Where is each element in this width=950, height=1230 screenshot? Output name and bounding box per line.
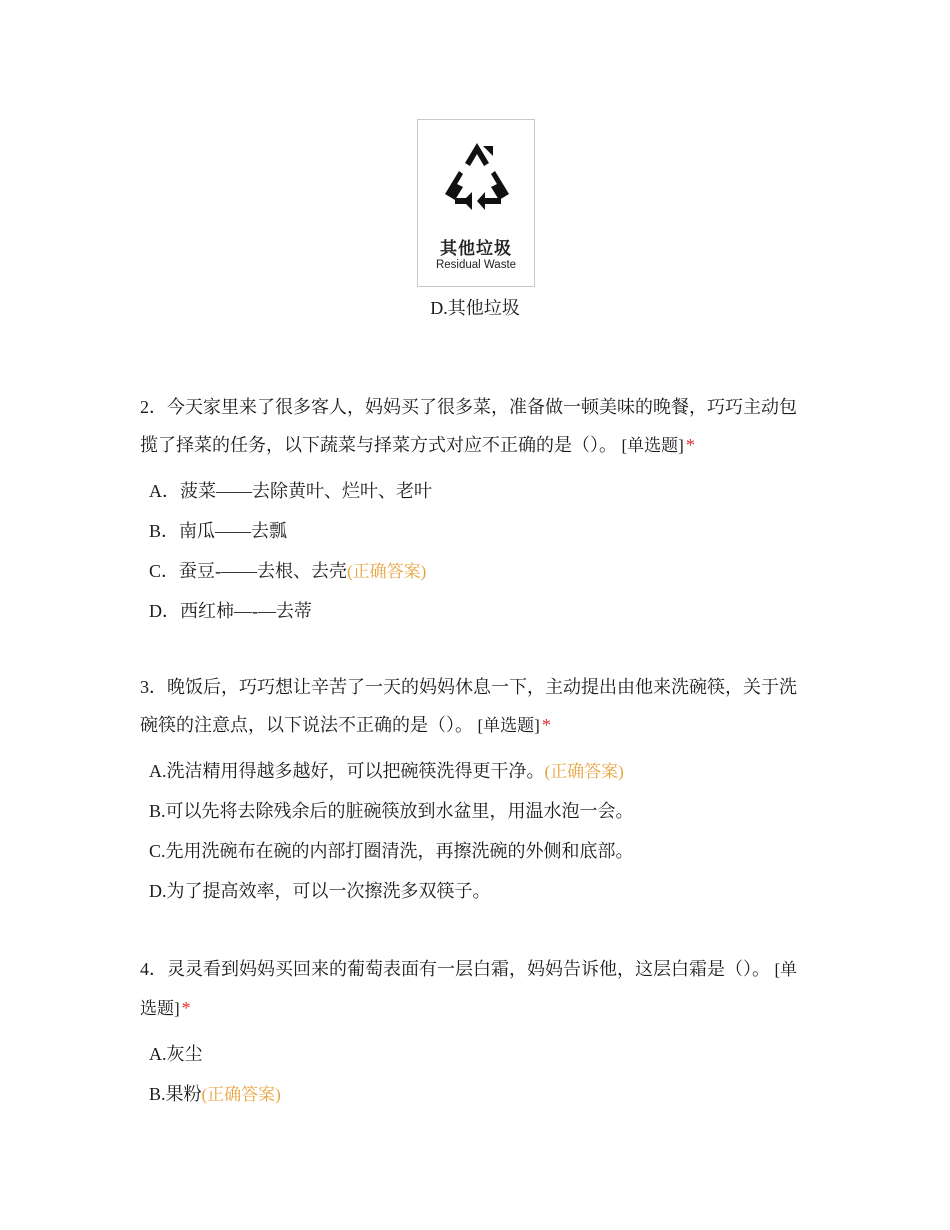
question-3 <box>140 668 810 911</box>
option-item[interactable] <box>149 751 810 791</box>
option-text: C．蚕豆-——去根、去壳 <box>149 561 347 581</box>
question-text: 今天家里来了很多客人，妈妈买了很多菜，准备做一顿美味的晚餐，巧巧主动包揽了择菜的任务，以下蔬菜与择菜方式对应不正确的是（）。 <box>140 397 797 455</box>
option-item[interactable] <box>149 591 810 631</box>
correct-answer-label: (正确答案) <box>544 762 624 781</box>
option-text: A.灰尘 <box>149 1044 203 1064</box>
option-text: A.洗洁精用得越多越好，可以把碗筷洗得更干净。 <box>149 761 545 781</box>
question-text: 晚饭后，巧巧想让辛苦了一天的妈妈休息一下，主动提出由他来洗碗筷，关于洗碗筷的注意点，以下说法不正确的是（）。 <box>140 677 797 735</box>
question-4 <box>140 950 810 1114</box>
option-item[interactable] <box>149 791 810 831</box>
question-stem <box>140 388 810 465</box>
residual-waste-sign <box>417 119 535 287</box>
required-mark: * <box>541 715 551 735</box>
option-list <box>140 1034 810 1114</box>
sign-title-en: Residual Waste <box>435 259 517 271</box>
option-text: B．南瓜——去瓢 <box>149 521 288 541</box>
option-text: B.可以先将去除残余后的脏碗筷放到水盆里，用温水泡一会。 <box>149 801 634 821</box>
option-item[interactable] <box>149 511 810 551</box>
option-text: D．西红柿—-—去蒂 <box>149 601 312 621</box>
option-text: A．菠菜——去除黄叶、烂叶、老叶 <box>149 481 432 501</box>
question-stem <box>140 950 810 1028</box>
option-item[interactable] <box>149 1034 810 1074</box>
required-mark: * <box>685 435 695 455</box>
question-number: 3． <box>140 677 167 697</box>
option-item[interactable] <box>149 871 810 911</box>
option-caption: D.其他垃圾 <box>430 298 520 318</box>
option-list <box>140 751 810 911</box>
option-text: B.果粉 <box>149 1084 202 1104</box>
question-number: 4． <box>140 959 167 979</box>
option-text: D.为了提高效率，可以一次擦洗多双筷子。 <box>149 881 491 901</box>
question-type-tag: [单选题] <box>621 436 684 455</box>
required-mark: * <box>181 998 191 1018</box>
recycle-icon <box>439 140 515 216</box>
option-item[interactable] <box>149 471 810 511</box>
question-type-tag: [单选题] <box>140 960 798 1018</box>
option-list <box>140 471 810 631</box>
correct-answer-label: (正确答案) <box>201 1085 281 1104</box>
correct-answer-label: (正确答案) <box>347 562 427 581</box>
option-item[interactable] <box>149 551 810 591</box>
question-type-tag: [单选题] <box>477 716 540 735</box>
question-stem <box>140 668 810 745</box>
question-2 <box>140 388 810 631</box>
question-text: 灵灵看到妈妈买回来的葡萄表面有一层白霜，妈妈告诉他，这层白霜是（）。 <box>167 959 770 979</box>
option-item[interactable] <box>149 1074 810 1114</box>
option-item[interactable] <box>149 831 810 871</box>
option-text: C.先用洗碗布在碗的内部打圈清洗，再擦洗碗的外侧和底部。 <box>149 841 634 861</box>
question-number: 2． <box>140 397 167 417</box>
sign-title-cn: 其他垃圾 <box>440 239 512 259</box>
